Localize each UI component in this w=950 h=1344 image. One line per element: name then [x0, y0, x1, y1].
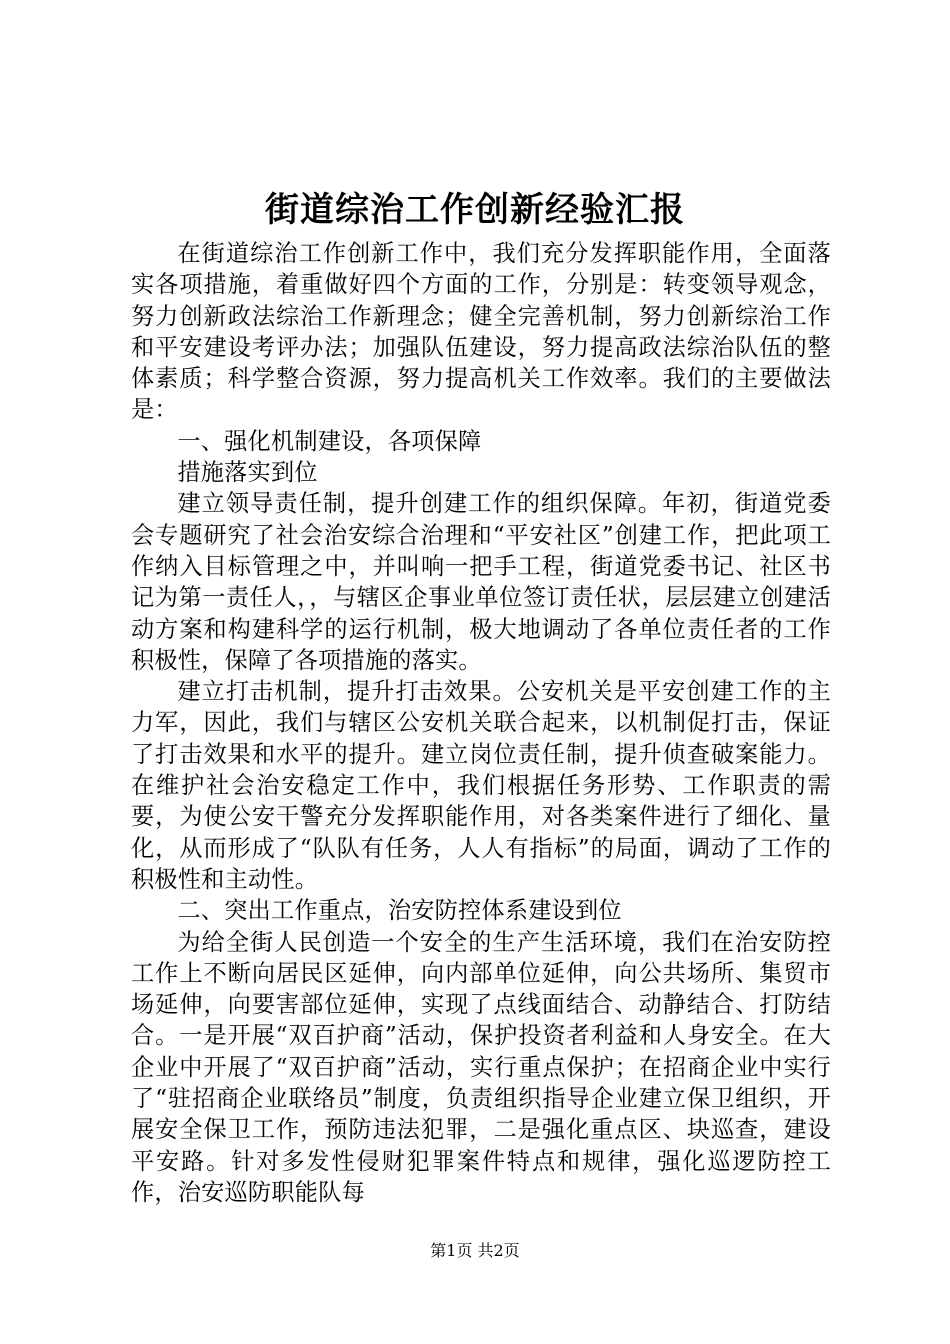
paragraph-leadership-responsibility: 建立领导责任制，提升创建工作的组织保障。年初，街道党委会专题研究了社会治安综合治理和“平安社区”创建工作，把此项工作纳入目标管理之中，并叫响一把手工程，街道党委书记、社区书记为第一责任人，，与辖区企事业单位签订责任状，层层建立创建活动方案和构建科学的运行机制，极大地调动了各单位责任者的工作积极性，保障了各项措施的落实。 [131, 490, 831, 674]
section-heading-2: 二、突出工作重点，治安防控体系建设到位 [177, 897, 622, 925]
section-heading-1: 一、强化机制建设，各项保障 [177, 427, 482, 455]
paragraph-prevention-system: 为给全街人民创造一个安全的生产生活环境，我们在治安防控工作上不断向居民区延伸，向内部单位延伸，向公共场所、集贸市场延伸，向要害部位延伸，实现了点线面结合、动静结合、打防结合。一是开展“双百护商”活动，保护投资者利益和人身安全。在大企业中开展了“双百护商”活动，实行重点保护；在招商企业中实行了“驻招商企业联络员”制度，负责组织指导企业建立保卫组织，开展安全保卫工作，预防违法犯罪，二是强化重点区、块巡查，建设平安路。针对多发性侵财犯罪案件特点和规律，强化巡逻防控工作，治安巡防职能队每 [131, 928, 831, 1206]
paragraph-strike-mechanism: 建立打击机制，提升打击效果。公安机关是平安创建工作的主力军，因此，我们与辖区公安机关联合起来，以机制促打击，保证了打击效果和水平的提升。建立岗位责任制，提升侦查破案能力。在维护社会治安稳定工作中，我们根据任务形势、工作职责的需要，为使公安干警充分发挥职能作用，对各类案件进行了细化、量化，从而形成了“队队有任务，人人有指标”的局面，调动了工作的积极性和主动性。 [131, 678, 831, 893]
paragraph-intro: 在街道综治工作创新工作中，我们充分发挥职能作用，全面落实各项措施，着重做好四个方面的工作，分别是：转变领导观念，努力创新政法综治工作新理念；健全完善机制，努力创新综治工作和平安建设考评办法；加强队伍建设，努力提高政法综治队伍的整体素质；科学整合资源，努力提高机关工作效率。我们的主要做法是： [131, 240, 831, 424]
document-title: 街道综治工作创新经验汇报 [265, 190, 685, 230]
document-body [131, 238, 831, 1208]
section-heading-1-continued: 措施落实到位 [177, 459, 318, 487]
page-footer: 第1页 共2页 [430, 1241, 520, 1260]
